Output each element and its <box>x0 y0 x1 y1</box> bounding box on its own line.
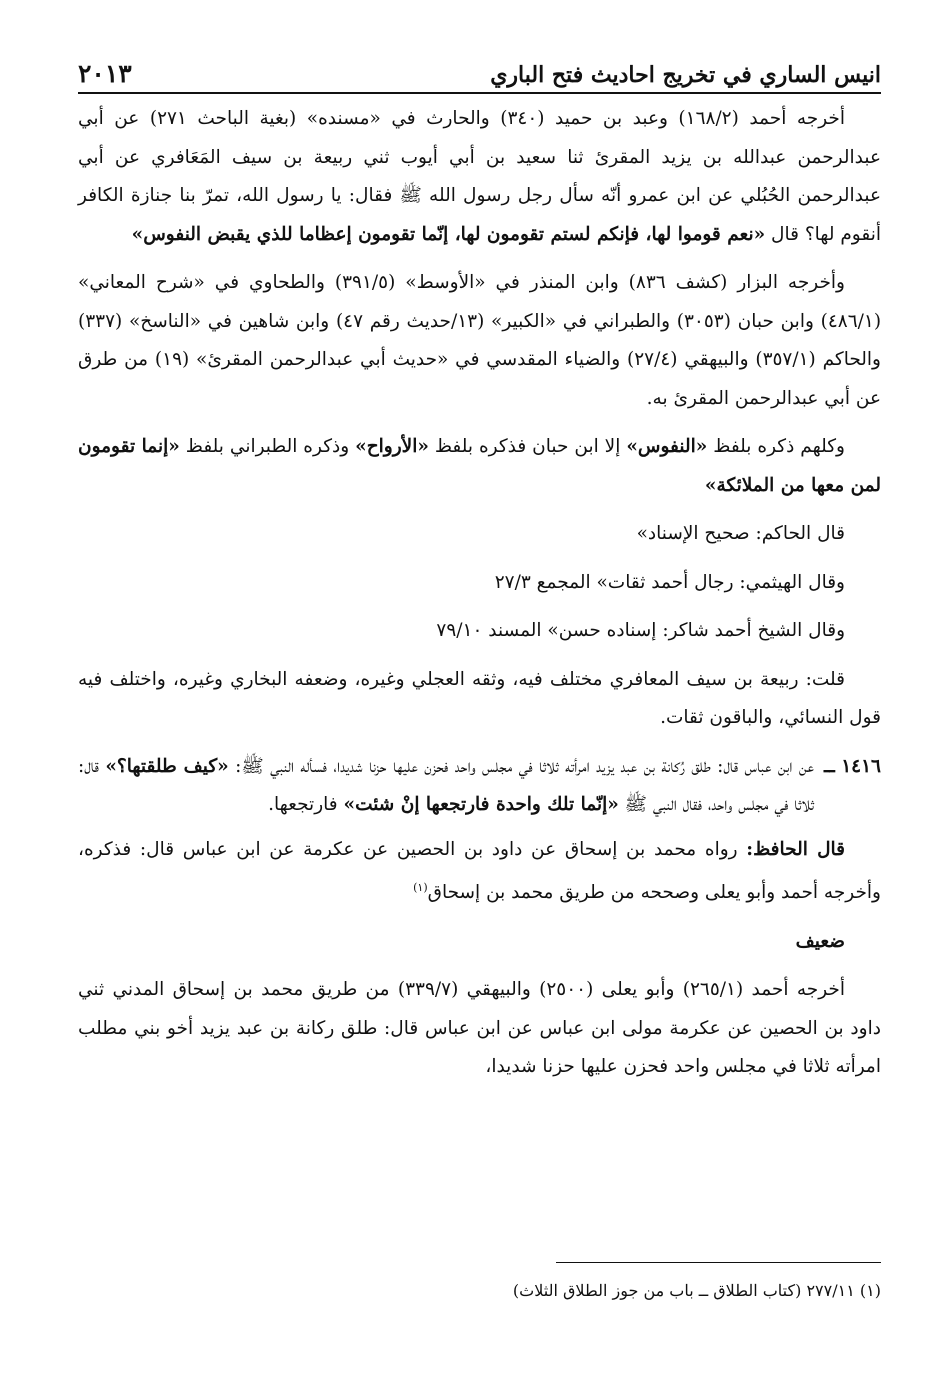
hafiz-paragraph: قال الحافظ: رواه محمد بن إسحاق عن داود بن الحصين عن عكرمة عن ابن عباس قال: فذكره، وأخرجه أحمد وأبو يعلى وصححه من طريق محمد بن إسحاق$^{(١)}$ <box>78 838 881 904</box>
shakir-verdict: وقال الشيخ أحمد شاكر: إسناده حسن» المسند ٧٩/١٠ <box>436 620 845 641</box>
footnote-text: ٢٧٧/١١ (كتاب الطلاق ــ باب من جوز الطلاق الثلاث) <box>512 1281 855 1300</box>
footnote-divider <box>556 1262 881 1263</box>
hadith-number: ١٤١٦ ــ <box>823 755 881 777</box>
footnote-mark: (١) <box>859 1281 881 1300</box>
hadith-text: عن ابن عباس قال: طلق رُكانة بن عبد يزيد امرأته ثلاثا في مجلس واحد فحزن عليها حزنا شديدا، فسأله النبي ﷺ: «كيف طلقتها؟» قال: ثلاثا في مجلس واحد، فقال النبي ﷺ «إنّما تلك واحدة فارتجعها إنْ شئت» فارتجعها. <box>78 755 814 815</box>
page-header <box>78 38 881 94</box>
page-number: ٢٠١٣ <box>78 59 132 88</box>
running-title: انيس الساري في تخريج احاديث فتح الباري <box>490 62 881 88</box>
takhrij-paragraph-3: أخرجه أحمد (٢٦٥/١) وأبو يعلى (٢٥٠٠) والبيهقي (٣٣٩/٧) من طريق محمد بن إسحاق المدني ثني داود بن الحصين عن عكرمة مولى ابن عباس عن ابن عباس قال: طلق ركانة بن عبد يزيد أخو بني مطلب امرأته ثلاثا في مجلس واحد فحزن عليها حزنا شديدا، <box>78 979 881 1078</box>
footnote-reference: (١) <box>413 881 428 894</box>
author-comment: قلت: ربيعة بن سيف المعافري مختلف فيه، وثقه العجلي وغيره، وضعفه البخاري وغيره، واختلف فيه قول النسائي، والباقون ثقات. <box>78 668 881 728</box>
hakim-verdict: قال الحاكم: صحيح الإسناد» <box>636 523 845 544</box>
main-text <box>78 100 881 1097</box>
footnote <box>181 1278 881 1304</box>
takhrij-paragraph-2: وأخرجه البزار (كشف ٨٣٦) وابن المنذر في «الأوسط» (٣٩١/٥) والطحاوي في «شرح المعاني» (٤٨٦/١) وابن حبان (٣٠٥٣) والطبراني في «الكبير» (١٣/حديث رقم ٤٧) وابن شاهين في «الناسخ» (٣٣٧) والحاكم (٣٥٧/١) والبيهقي (٢٧/٤) والضياء المقدسي في «حديث أبي عبدالرحمن المقرئ» (١٩) من طرق عن أبي عبدالرحمن المقرئ به. <box>78 272 882 409</box>
haythami-verdict: وقال الهيثمي: رجال أحمد ثقات» المجمع ٢٧/٣ <box>494 571 845 593</box>
prophetic-quote: «نعم قوموا لها، فإنكم لستم تقومون لها، إنّما تقومون إعظاما للذي يقبض النفوس» <box>131 223 766 245</box>
takhrij-paragraph-1: أخرجه أحمد (١٦٨/٢) وعبد بن حميد (٣٤٠) والحارث في «مسنده» (بغية الباحث ٢٧١) عن أبي عبدالرحمن عبدالله بن يزيد المقرئ ثنا سعيد بن أبي أيوب ثني ربيعة بن سيف المَعَافري عن أبي عبدالرحمن الحُبُلي عن ابن عمرو أنّه سأل رجل رسول الله ﷺ فقال: يا رسول الله، تمرّ بنا جنازة الكافر أنقوم لها؟ قال «نعم قوموا لها، فإنكم لستم تقومون لها، إنّما تقومون إعظاما للذي يقبض النفوس» <box>78 108 881 245</box>
hafiz-label: قال الحافظ: <box>746 838 846 860</box>
wording-paragraph: وكلهم ذكره بلفظ «النفوس» إلا ابن حبان فذكره بلفظ «الأرواح» وذكره الطبراني بلفظ «إنما تقومون لمن معها من الملائكة» <box>78 436 881 496</box>
hadith-entry <box>78 748 881 825</box>
hadith-grade: ضعيف <box>795 930 845 952</box>
